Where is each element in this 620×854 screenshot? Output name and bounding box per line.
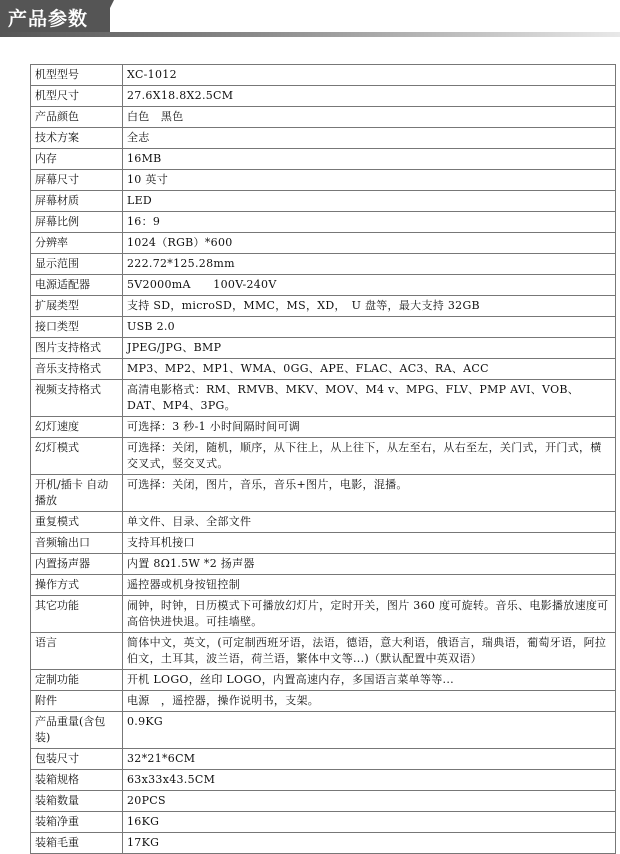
spec-value: 可选择：关闭，图片，音乐，音乐+图片，电影，混播。	[123, 475, 616, 512]
table-row	[31, 533, 616, 554]
table-row	[31, 833, 616, 854]
spec-value: 32*21*6CM	[123, 749, 616, 770]
table-row	[31, 596, 616, 633]
spec-value: 可选择：3 秒-1 小时间隔时间可调	[123, 417, 616, 438]
spec-key: 幻灯速度	[31, 417, 123, 438]
spec-value: 白色 黑色	[123, 107, 616, 128]
spec-value: 高清电影格式：RM、RMVB、MKV、MOV、M4 v、MPG、FLV、PMP AVI、VOB、DAT、MP4、3PG。	[123, 380, 616, 417]
spec-value: 17KG	[123, 833, 616, 854]
spec-value: 可选择：关闭，随机，顺序，从下往上，从上往下，从左至右，从右至左，关门式，开门式，横交叉式，竖交叉式。	[123, 438, 616, 475]
spec-key: 音乐支持格式	[31, 359, 123, 380]
spec-value: XC-1012	[123, 65, 616, 86]
spec-key: 装箱规格	[31, 770, 123, 791]
spec-key: 装箱净重	[31, 812, 123, 833]
spec-value: 1024（RGB）*600	[123, 233, 616, 254]
spec-key: 视频支持格式	[31, 380, 123, 417]
spec-value: 全志	[123, 128, 616, 149]
spec-key: 屏幕比例	[31, 212, 123, 233]
table-row	[31, 296, 616, 317]
spec-value: 支持 SD，microSD，MMC，MS，XD， U 盘等，最大支持 32GB	[123, 296, 616, 317]
spec-key: 附件	[31, 691, 123, 712]
spec-key: 装箱数量	[31, 791, 123, 812]
table-row	[31, 191, 616, 212]
table-row	[31, 575, 616, 596]
table-row	[31, 512, 616, 533]
table-row	[31, 670, 616, 691]
spec-value: 内置 8Ω1.5W *2 扬声器	[123, 554, 616, 575]
table-row	[31, 749, 616, 770]
spec-key: 屏幕材质	[31, 191, 123, 212]
spec-value: 遥控器或机身按钮控制	[123, 575, 616, 596]
spec-value: JPEG/JPG、BMP	[123, 338, 616, 359]
spec-value: USB 2.0	[123, 317, 616, 338]
spec-key: 分辨率	[31, 233, 123, 254]
header-slant	[98, 0, 114, 32]
spec-value: 5V2000mA 100V-240V	[123, 275, 616, 296]
spec-key: 内置扬声器	[31, 554, 123, 575]
table-row	[31, 149, 616, 170]
spec-value: 单文件、目录、全部文件	[123, 512, 616, 533]
table-row	[31, 812, 616, 833]
table-row	[31, 691, 616, 712]
spec-value: LED	[123, 191, 616, 212]
table-row	[31, 65, 616, 86]
spec-key: 操作方式	[31, 575, 123, 596]
table-row	[31, 417, 616, 438]
spec-key: 语言	[31, 633, 123, 670]
spec-key: 开机/插卡 自动播放	[31, 475, 123, 512]
spec-key: 技术方案	[31, 128, 123, 149]
table-row	[31, 317, 616, 338]
table-row	[31, 107, 616, 128]
spec-value: MP3、MP2、MP1、WMA、0GG、APE、FLAC、AC3、RA、ACC	[123, 359, 616, 380]
table-row	[31, 128, 616, 149]
spec-key: 装箱毛重	[31, 833, 123, 854]
spec-key: 包装尺寸	[31, 749, 123, 770]
table-row	[31, 712, 616, 749]
table-row	[31, 275, 616, 296]
spec-key: 屏幕尺寸	[31, 170, 123, 191]
table-row	[31, 170, 616, 191]
spec-key: 图片支持格式	[31, 338, 123, 359]
spec-key: 幻灯模式	[31, 438, 123, 475]
spec-value: 10 英寸	[123, 170, 616, 191]
spec-key: 重复模式	[31, 512, 123, 533]
spec-value: 支持耳机接口	[123, 533, 616, 554]
spec-value: 63x33x43.5CM	[123, 770, 616, 791]
table-row	[31, 254, 616, 275]
spec-key: 其它功能	[31, 596, 123, 633]
table-row	[31, 770, 616, 791]
spec-key: 显示范围	[31, 254, 123, 275]
spec-key: 内存	[31, 149, 123, 170]
section-title: 产品参数	[8, 8, 89, 30]
spec-key: 机型型号	[31, 65, 123, 86]
spec-key: 产品颜色	[31, 107, 123, 128]
spec-key: 产品重量(含包装)	[31, 712, 123, 749]
spec-key: 接口类型	[31, 317, 123, 338]
spec-value: 闹钟，时钟，日历模式下可播放幻灯片，定时开关，图片 360 度可旋转。音乐、电影播放速度可高倍快进快退。可挂墙壁。	[123, 596, 616, 633]
spec-value: 开机 LOGO，丝印 LOGO，内置高速内存，多国语言菜单等等...	[123, 670, 616, 691]
section-header	[0, 0, 620, 38]
table-row	[31, 212, 616, 233]
spec-key: 扩展类型	[31, 296, 123, 317]
table-row	[31, 438, 616, 475]
spec-value: 0.9KG	[123, 712, 616, 749]
table-row	[31, 338, 616, 359]
spec-value: 16MB	[123, 149, 616, 170]
table-row	[31, 86, 616, 107]
table-row	[31, 475, 616, 512]
spec-key: 机型尺寸	[31, 86, 123, 107]
table-row	[31, 633, 616, 670]
table-row	[31, 233, 616, 254]
spec-value: 27.6X18.8X2.5CM	[123, 86, 616, 107]
header-underline	[0, 32, 620, 37]
table-row	[31, 380, 616, 417]
spec-value: 16KG	[123, 812, 616, 833]
table-row	[31, 554, 616, 575]
table-row	[31, 791, 616, 812]
spec-value: 简体中文，英文，(可定制西班牙语，法语，德语，意大利语，俄语言，瑞典语，葡萄牙语，阿拉伯文，土耳其，波兰语，荷兰语，繁体中文等...)（默认配置中英双语）	[123, 633, 616, 670]
table-row	[31, 359, 616, 380]
spec-value: 20PCS	[123, 791, 616, 812]
spec-key: 电源适配器	[31, 275, 123, 296]
spec-value: 222.72*125.28mm	[123, 254, 616, 275]
spec-table	[30, 64, 616, 854]
spec-key: 定制功能	[31, 670, 123, 691]
spec-key: 音频输出口	[31, 533, 123, 554]
spec-value: 电源 ，遥控器，操作说明书，支架。	[123, 691, 616, 712]
spec-value: 16：9	[123, 212, 616, 233]
